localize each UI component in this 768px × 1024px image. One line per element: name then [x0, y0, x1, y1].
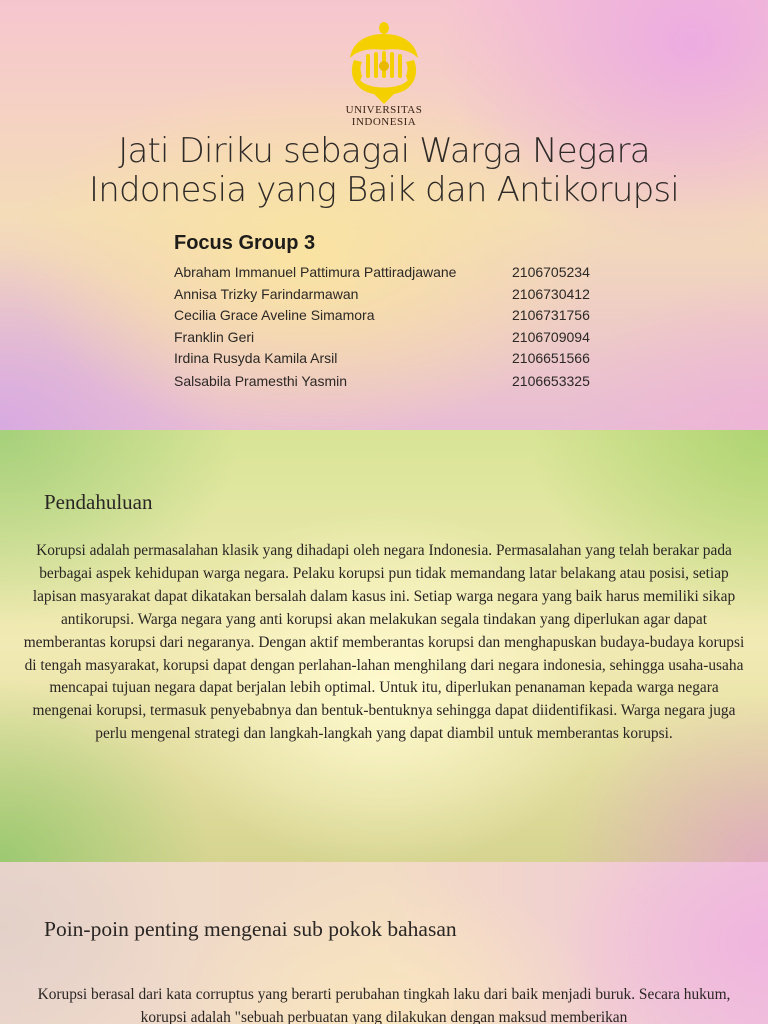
introduction-slide	[0, 430, 768, 862]
member-name: Cecilia Grace Aveline Simamora	[174, 307, 375, 323]
member-id: 2106651566	[512, 350, 590, 366]
member-name: Salsabila Pramesthi Yasmin	[174, 373, 348, 389]
title-line-2: Indonesia yang Baik dan Antikorupsi	[89, 170, 679, 210]
title-line-1: Jati Diriku sebagai Warga Negara	[118, 131, 650, 171]
member-name: Abraham Immanuel Pattimura Pattiradjawane	[174, 264, 457, 280]
member-name: Irdina Rusyda Kamila Arsil	[174, 350, 338, 366]
section-heading: Poin-poin penting mengenai sub pokok bahasan	[44, 917, 457, 941]
member-id: 2106653325	[512, 373, 590, 389]
member-id: 2106705234	[512, 264, 590, 280]
member-row	[174, 307, 614, 327]
member-id: 2106730412	[512, 286, 590, 302]
member-id: 2106731756	[512, 307, 590, 323]
member-name: Annisa Trizky Farindarmawan	[174, 286, 359, 302]
member-row	[174, 373, 614, 393]
member-row	[174, 286, 614, 306]
member-name: Franklin Geri	[174, 329, 255, 345]
member-id: 2106709094	[512, 329, 590, 345]
cover-slide	[0, 0, 768, 430]
group-title: Focus Group 3	[174, 232, 316, 254]
key-points-slide	[0, 862, 768, 1024]
member-row	[174, 329, 614, 349]
section-heading: Pendahuluan	[44, 490, 153, 514]
section-body: Korupsi berasal dari kata corruptus yang berarti perubahan tingkah laku dari baik menjadi buruk. Secara hukum, korupsi adalah "sebuah perbuatan yang dilakukan dengan maksud memberikan	[37, 986, 731, 1024]
section-body: Korupsi adalah permasalahan klasik yang dihadapi oleh negara Indonesia. Permasalahan yang telah berakar pada berbagai aspek kehidupan warga negara. Pelaku korupsi pun tidak memandang latar belakang atau posisi, setiap lapisan masyarakat dapat dikatakan bersalah dalam kasus ini. Setiap warga negara yang baik harus memiliki sikap antikorupsi. Warga negara yang anti korupsi akan melakukan segala tindakan yang diperlukan agar dapat memberantas korupsi dari negaranya. Dengan aktif memberantas korupsi dan menghapuskan budaya-budaya korupsi di tengah masyarakat, korupsi dapat dengan perlahan-lahan menghilang dari negara indonesia, sehingga usaha-usaha mencapai tujuan negara dapat berjalan lebih optimal. Untuk itu, diperlukan penanaman kepada warga negara mengenai korupsi, termasuk penyebabnya dan bentuk-bentuknya sehingga dapat diidentifikasi. Warga negara juga perlu mengenal strategi dan langkah-langkah yang dapat diambil untuk memberantas korupsi.	[23, 542, 745, 743]
university-logo-icon	[344, 20, 424, 106]
member-row	[174, 350, 614, 370]
logo-text-indonesia: INDONESIA	[351, 116, 417, 128]
logo-text-universitas: UNIVERSITAS	[345, 104, 423, 116]
member-row	[174, 264, 614, 284]
